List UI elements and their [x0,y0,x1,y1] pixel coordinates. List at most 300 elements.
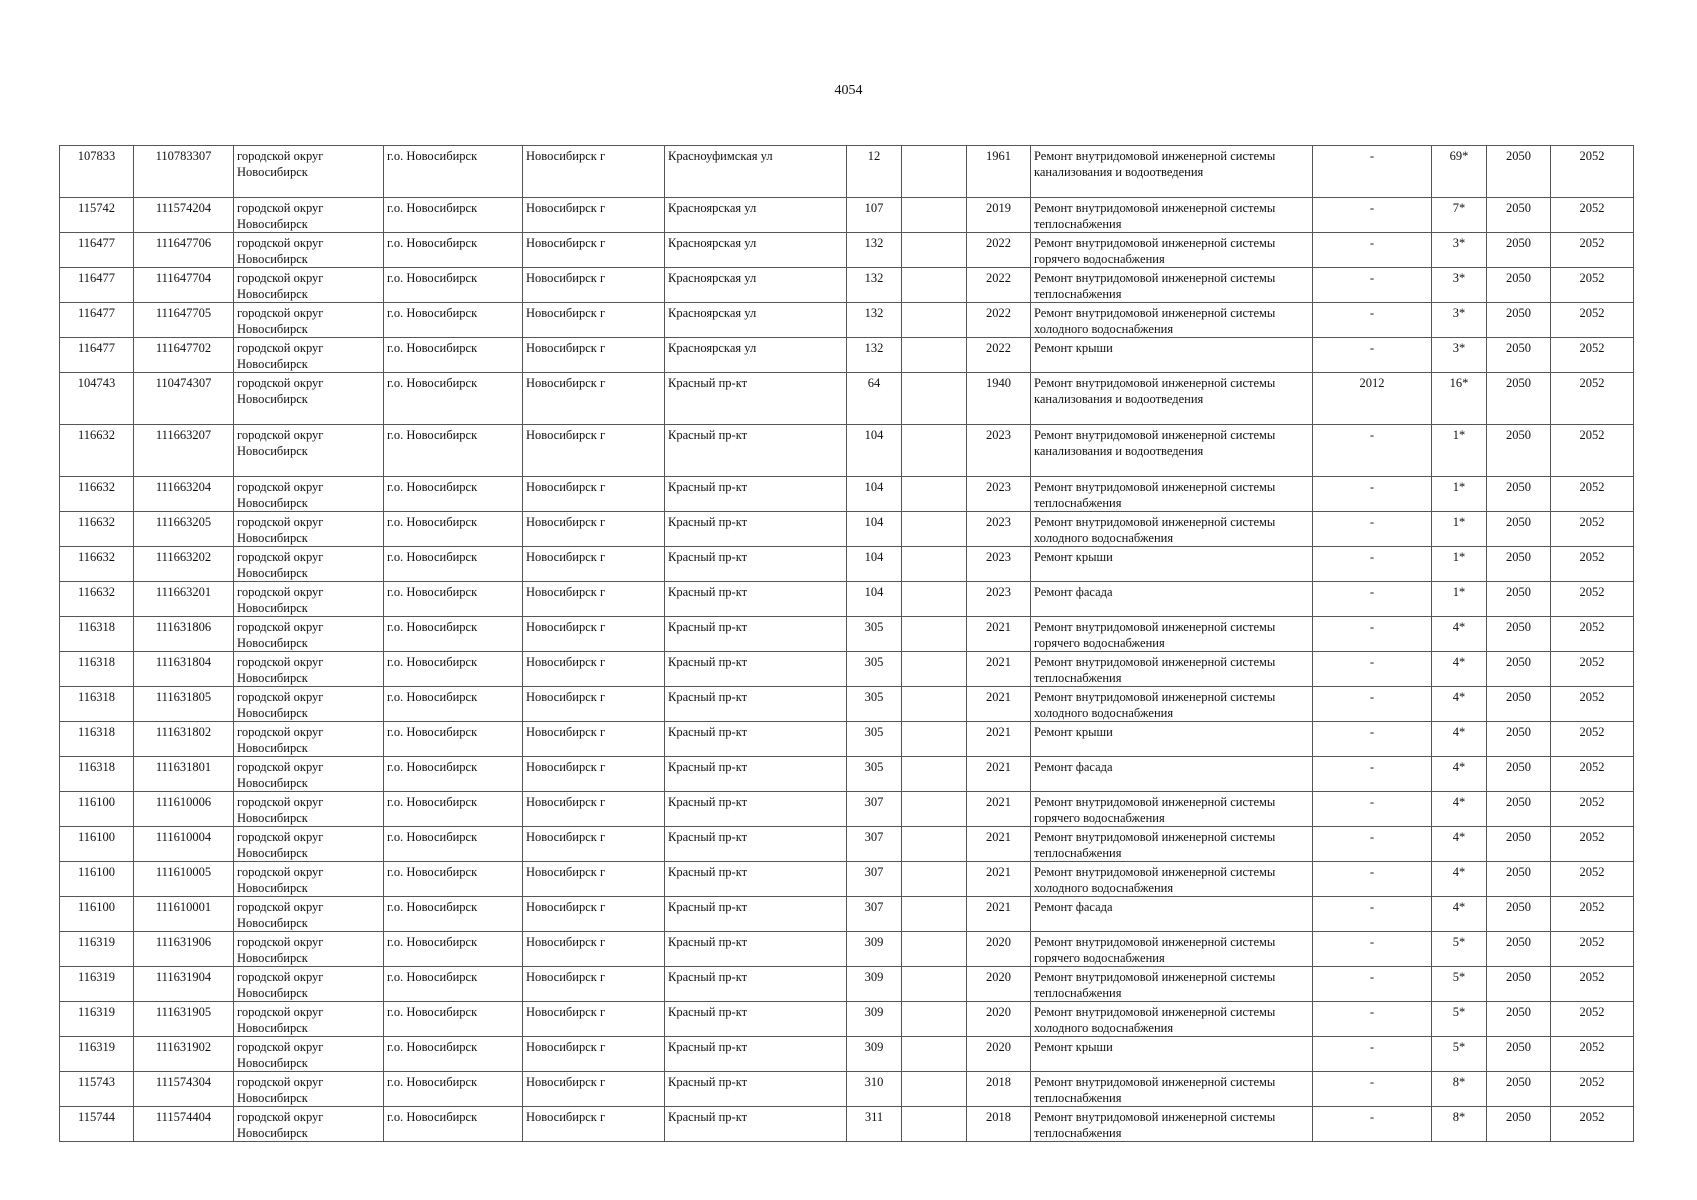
cell-end-year: 2052 [1551,757,1634,792]
cell-end-year: 2052 [1551,268,1634,303]
cell-work-type: Ремонт внутридомовой инженерной системы теплоснабжения [1031,967,1313,1002]
cell-work-type: Ремонт внутридомовой инженерной системы теплоснабжения [1031,268,1313,303]
cell-house: 307 [847,792,902,827]
cell-work-type: Ремонт внутридомовой инженерной системы теплоснабжения [1031,477,1313,512]
cell-year: 1940 [967,373,1031,425]
cell-start-year: 2050 [1487,757,1551,792]
cell-id: 116632 [60,425,134,477]
cell-district: городской округ Новосибирск [234,146,384,198]
cell-work-type: Ремонт внутридомовой инженерной системы канализования и водоотведения [1031,373,1313,425]
cell-last-repair: - [1313,198,1432,233]
cell-end-year: 2052 [1551,233,1634,268]
cell-house: 309 [847,1037,902,1072]
cell-house: 311 [847,1107,902,1142]
cell-wear: 1* [1432,512,1487,547]
cell-municipality: г.о. Новосибирск [384,512,523,547]
cell-code: 110783307 [134,146,234,198]
cell-wear: 3* [1432,268,1487,303]
cell-code: 110474307 [134,373,234,425]
cell-house: 132 [847,233,902,268]
cell-code: 111631904 [134,967,234,1002]
cell-street: Красный пр-кт [665,1072,847,1107]
table-row [60,198,1634,233]
cell-year: 2019 [967,198,1031,233]
cell-last-repair: - [1313,617,1432,652]
cell-end-year: 2052 [1551,512,1634,547]
cell-year: 2021 [967,862,1031,897]
cell-year: 2022 [967,268,1031,303]
cell-district: городской округ Новосибирск [234,268,384,303]
cell-district: городской округ Новосибирск [234,477,384,512]
cell-street: Красный пр-кт [665,512,847,547]
cell-street: Красный пр-кт [665,1107,847,1142]
cell-last-repair: - [1313,1107,1432,1142]
cell-house: 132 [847,303,902,338]
cell-last-repair: - [1313,425,1432,477]
cell-end-year: 2052 [1551,1037,1634,1072]
cell-city: Новосибирск г [523,338,665,373]
cell-municipality: г.о. Новосибирск [384,617,523,652]
cell-house: 307 [847,897,902,932]
cell-end-year: 2052 [1551,897,1634,932]
cell-municipality: г.о. Новосибирск [384,146,523,198]
cell-end-year: 2052 [1551,932,1634,967]
cell-end-year: 2052 [1551,1002,1634,1037]
cell-wear: 3* [1432,303,1487,338]
cell-code: 111663205 [134,512,234,547]
cell-id: 116632 [60,582,134,617]
cell-id: 116319 [60,1002,134,1037]
cell-city: Новосибирск г [523,303,665,338]
cell-wear: 4* [1432,757,1487,792]
cell-district: городской округ Новосибирск [234,1037,384,1072]
cell-start-year: 2050 [1487,233,1551,268]
cell-street: Красноярская ул [665,268,847,303]
cell-end-year: 2052 [1551,146,1634,198]
cell-district: городской округ Новосибирск [234,233,384,268]
cell-municipality: г.о. Новосибирск [384,582,523,617]
cell-year: 2022 [967,233,1031,268]
cell-work-type: Ремонт внутридомовой инженерной системы горячего водоснабжения [1031,233,1313,268]
cell-end-year: 2052 [1551,617,1634,652]
cell-start-year: 2050 [1487,512,1551,547]
cell-work-type: Ремонт крыши [1031,722,1313,757]
cell-start-year: 2050 [1487,617,1551,652]
cell-end-year: 2052 [1551,1072,1634,1107]
cell-city: Новосибирск г [523,477,665,512]
cell-id: 116477 [60,268,134,303]
cell-building [902,652,967,687]
cell-code: 111574204 [134,198,234,233]
cell-end-year: 2052 [1551,862,1634,897]
cell-street: Красноярская ул [665,338,847,373]
cell-building [902,547,967,582]
cell-wear: 1* [1432,425,1487,477]
cell-wear: 3* [1432,233,1487,268]
cell-street: Красный пр-кт [665,757,847,792]
cell-code: 111610004 [134,827,234,862]
cell-code: 111631801 [134,757,234,792]
cell-start-year: 2050 [1487,687,1551,722]
cell-municipality: г.о. Новосибирск [384,338,523,373]
cell-building [902,862,967,897]
cell-street: Красноярская ул [665,198,847,233]
cell-wear: 4* [1432,792,1487,827]
cell-start-year: 2050 [1487,652,1551,687]
cell-district: городской округ Новосибирск [234,967,384,1002]
cell-building [902,373,967,425]
cell-street: Красный пр-кт [665,652,847,687]
cell-building [902,338,967,373]
table-row [60,512,1634,547]
cell-code: 111631902 [134,1037,234,1072]
cell-wear: 1* [1432,477,1487,512]
cell-work-type: Ремонт внутридомовой инженерной системы горячего водоснабжения [1031,932,1313,967]
page-number: 4054 [834,83,863,98]
table-row [60,862,1634,897]
cell-wear: 4* [1432,617,1487,652]
cell-municipality: г.о. Новосибирск [384,1002,523,1037]
cell-last-repair: - [1313,792,1432,827]
cell-year: 2021 [967,722,1031,757]
cell-wear: 8* [1432,1072,1487,1107]
cell-work-type: Ремонт внутридомовой инженерной системы холодного водоснабжения [1031,1002,1313,1037]
cell-city: Новосибирск г [523,1072,665,1107]
cell-street: Красный пр-кт [665,1037,847,1072]
cell-house: 310 [847,1072,902,1107]
cell-id: 116318 [60,722,134,757]
cell-wear: 5* [1432,932,1487,967]
cell-id: 104743 [60,373,134,425]
cell-id: 116319 [60,1037,134,1072]
cell-municipality: г.о. Новосибирск [384,722,523,757]
cell-year: 2023 [967,425,1031,477]
table-row [60,477,1634,512]
table-row [60,652,1634,687]
cell-city: Новосибирск г [523,967,665,1002]
cell-work-type: Ремонт внутридомовой инженерной системы горячего водоснабжения [1031,617,1313,652]
cell-wear: 4* [1432,897,1487,932]
cell-house: 309 [847,1002,902,1037]
cell-last-repair: - [1313,827,1432,862]
cell-last-repair: - [1313,268,1432,303]
cell-house: 104 [847,477,902,512]
cell-code: 111663207 [134,425,234,477]
cell-house: 12 [847,146,902,198]
cell-building [902,512,967,547]
cell-building [902,722,967,757]
cell-building [902,1107,967,1142]
cell-building [902,687,967,722]
cell-street: Красный пр-кт [665,1002,847,1037]
cell-city: Новосибирск г [523,146,665,198]
cell-street: Красный пр-кт [665,547,847,582]
cell-work-type: Ремонт внутридомовой инженерной системы теплоснабжения [1031,198,1313,233]
cell-last-repair: - [1313,757,1432,792]
cell-district: городской округ Новосибирск [234,582,384,617]
cell-work-type: Ремонт фасада [1031,897,1313,932]
cell-building [902,827,967,862]
table-row [60,425,1634,477]
cell-building [902,1037,967,1072]
cell-city: Новосибирск г [523,547,665,582]
cell-wear: 69* [1432,146,1487,198]
cell-building [902,617,967,652]
cell-year: 2020 [967,1002,1031,1037]
cell-last-repair: - [1313,687,1432,722]
cell-street: Красный пр-кт [665,967,847,1002]
cell-municipality: г.о. Новосибирск [384,477,523,512]
cell-start-year: 2050 [1487,1037,1551,1072]
cell-city: Новосибирск г [523,233,665,268]
cell-municipality: г.о. Новосибирск [384,687,523,722]
cell-year: 2021 [967,617,1031,652]
cell-building [902,1072,967,1107]
cell-street: Красный пр-кт [665,687,847,722]
cell-municipality: г.о. Новосибирск [384,757,523,792]
cell-street: Красный пр-кт [665,425,847,477]
cell-end-year: 2052 [1551,582,1634,617]
cell-building [902,1002,967,1037]
cell-year: 2018 [967,1072,1031,1107]
cell-last-repair: - [1313,233,1432,268]
cell-id: 116632 [60,547,134,582]
cell-city: Новосибирск г [523,1002,665,1037]
cell-work-type: Ремонт внутридомовой инженерной системы канализования и водоотведения [1031,425,1313,477]
cell-year: 2021 [967,827,1031,862]
cell-code: 111610006 [134,792,234,827]
cell-district: городской округ Новосибирск [234,792,384,827]
cell-municipality: г.о. Новосибирск [384,198,523,233]
cell-street: Красный пр-кт [665,862,847,897]
cell-municipality: г.о. Новосибирск [384,233,523,268]
cell-start-year: 2050 [1487,338,1551,373]
cell-street: Красный пр-кт [665,373,847,425]
cell-street: Красный пр-кт [665,897,847,932]
cell-building [902,897,967,932]
cell-house: 305 [847,652,902,687]
cell-last-repair: - [1313,338,1432,373]
cell-code: 111631804 [134,652,234,687]
cell-work-type: Ремонт внутридомовой инженерной системы холодного водоснабжения [1031,512,1313,547]
cell-last-repair: - [1313,1037,1432,1072]
cell-district: городской округ Новосибирск [234,198,384,233]
table-row [60,303,1634,338]
cell-building [902,198,967,233]
cell-start-year: 2050 [1487,547,1551,582]
cell-code: 111647702 [134,338,234,373]
cell-city: Новосибирск г [523,373,665,425]
cell-city: Новосибирск г [523,582,665,617]
cell-end-year: 2052 [1551,477,1634,512]
cell-code: 111631905 [134,1002,234,1037]
cell-code: 111647706 [134,233,234,268]
cell-municipality: г.о. Новосибирск [384,373,523,425]
cell-wear: 5* [1432,967,1487,1002]
cell-district: городской округ Новосибирск [234,687,384,722]
cell-year: 2023 [967,582,1031,617]
cell-house: 305 [847,617,902,652]
table-row [60,373,1634,425]
cell-municipality: г.о. Новосибирск [384,967,523,1002]
cell-work-type: Ремонт внутридомовой инженерной системы теплоснабжения [1031,1072,1313,1107]
table-row [60,1002,1634,1037]
cell-street: Красный пр-кт [665,792,847,827]
cell-start-year: 2050 [1487,1072,1551,1107]
cell-code: 111610001 [134,897,234,932]
table-row [60,1037,1634,1072]
cell-end-year: 2052 [1551,967,1634,1002]
cell-work-type: Ремонт фасада [1031,757,1313,792]
cell-city: Новосибирск г [523,792,665,827]
cell-building [902,757,967,792]
cell-building [902,792,967,827]
cell-house: 309 [847,932,902,967]
cell-street: Красный пр-кт [665,827,847,862]
cell-wear: 5* [1432,1002,1487,1037]
cell-work-type: Ремонт внутридомовой инженерной системы холодного водоснабжения [1031,303,1313,338]
cell-municipality: г.о. Новосибирск [384,862,523,897]
cell-last-repair: - [1313,477,1432,512]
cell-house: 64 [847,373,902,425]
cell-start-year: 2050 [1487,303,1551,338]
cell-start-year: 2050 [1487,268,1551,303]
cell-last-repair: - [1313,582,1432,617]
cell-house: 132 [847,268,902,303]
cell-street: Красноярская ул [665,233,847,268]
cell-start-year: 2050 [1487,1002,1551,1037]
cell-start-year: 2050 [1487,373,1551,425]
cell-municipality: г.о. Новосибирск [384,827,523,862]
cell-end-year: 2052 [1551,198,1634,233]
cell-district: городской округ Новосибирск [234,617,384,652]
cell-district: городской округ Новосибирск [234,1002,384,1037]
table-row [60,827,1634,862]
cell-street: Красный пр-кт [665,477,847,512]
cell-work-type: Ремонт внутридомовой инженерной системы теплоснабжения [1031,652,1313,687]
table-row [60,792,1634,827]
cell-last-repair: - [1313,303,1432,338]
table-row [60,582,1634,617]
table-row [60,338,1634,373]
cell-city: Новосибирск г [523,932,665,967]
cell-work-type: Ремонт внутридомовой инженерной системы холодного водоснабжения [1031,862,1313,897]
cell-code: 111574404 [134,1107,234,1142]
cell-city: Новосибирск г [523,722,665,757]
table-row [60,617,1634,652]
cell-district: городской округ Новосибирск [234,897,384,932]
cell-city: Новосибирск г [523,512,665,547]
cell-year: 1961 [967,146,1031,198]
cell-code: 111663204 [134,477,234,512]
cell-building [902,146,967,198]
cell-municipality: г.о. Новосибирск [384,1072,523,1107]
cell-municipality: г.о. Новосибирск [384,897,523,932]
cell-end-year: 2052 [1551,373,1634,425]
cell-district: городской округ Новосибирск [234,757,384,792]
cell-end-year: 2052 [1551,827,1634,862]
cell-id: 116318 [60,652,134,687]
cell-district: городской округ Новосибирск [234,827,384,862]
cell-wear: 4* [1432,722,1487,757]
cell-building [902,268,967,303]
cell-end-year: 2052 [1551,792,1634,827]
cell-city: Новосибирск г [523,198,665,233]
cell-start-year: 2050 [1487,146,1551,198]
cell-district: городской округ Новосибирск [234,373,384,425]
cell-last-repair: 2012 [1313,373,1432,425]
cell-last-repair: - [1313,967,1432,1002]
cell-end-year: 2052 [1551,425,1634,477]
cell-year: 2023 [967,477,1031,512]
cell-year: 2020 [967,1037,1031,1072]
cell-id: 116100 [60,792,134,827]
cell-city: Новосибирск г [523,652,665,687]
cell-district: городской округ Новосибирск [234,932,384,967]
cell-year: 2020 [967,932,1031,967]
table-row [60,722,1634,757]
cell-year: 2021 [967,897,1031,932]
cell-city: Новосибирск г [523,268,665,303]
cell-work-type: Ремонт внутридомовой инженерной системы холодного водоснабжения [1031,687,1313,722]
table-row [60,932,1634,967]
cell-code: 111631806 [134,617,234,652]
cell-street: Красный пр-кт [665,722,847,757]
cell-code: 111574304 [134,1072,234,1107]
cell-wear: 4* [1432,862,1487,897]
cell-end-year: 2052 [1551,722,1634,757]
cell-city: Новосибирск г [523,1037,665,1072]
cell-id: 116318 [60,687,134,722]
cell-work-type: Ремонт внутридомовой инженерной системы теплоснабжения [1031,827,1313,862]
table-row [60,1072,1634,1107]
cell-building [902,477,967,512]
cell-municipality: г.о. Новосибирск [384,268,523,303]
cell-house: 309 [847,967,902,1002]
cell-street: Красноуфимская ул [665,146,847,198]
cell-street: Красный пр-кт [665,932,847,967]
cell-id: 116100 [60,827,134,862]
cell-municipality: г.о. Новосибирск [384,652,523,687]
cell-work-type: Ремонт внутридомовой инженерной системы теплоснабжения [1031,1107,1313,1142]
cell-wear: 3* [1432,338,1487,373]
table-row [60,547,1634,582]
table-row [60,1107,1634,1142]
table-row [60,967,1634,1002]
cell-house: 305 [847,687,902,722]
cell-id: 116477 [60,233,134,268]
cell-id: 116632 [60,477,134,512]
cell-start-year: 2050 [1487,582,1551,617]
table-row [60,897,1634,932]
cell-start-year: 2050 [1487,425,1551,477]
cell-code: 111663201 [134,582,234,617]
cell-id: 115743 [60,1072,134,1107]
cell-house: 104 [847,582,902,617]
cell-last-repair: - [1313,652,1432,687]
cell-id: 116318 [60,757,134,792]
cell-year: 2023 [967,512,1031,547]
cell-house: 305 [847,722,902,757]
cell-work-type: Ремонт фасада [1031,582,1313,617]
table-body [60,146,1634,1142]
cell-house: 107 [847,198,902,233]
cell-last-repair: - [1313,897,1432,932]
cell-city: Новосибирск г [523,897,665,932]
cell-start-year: 2050 [1487,477,1551,512]
cell-id: 116100 [60,897,134,932]
cell-city: Новосибирск г [523,425,665,477]
